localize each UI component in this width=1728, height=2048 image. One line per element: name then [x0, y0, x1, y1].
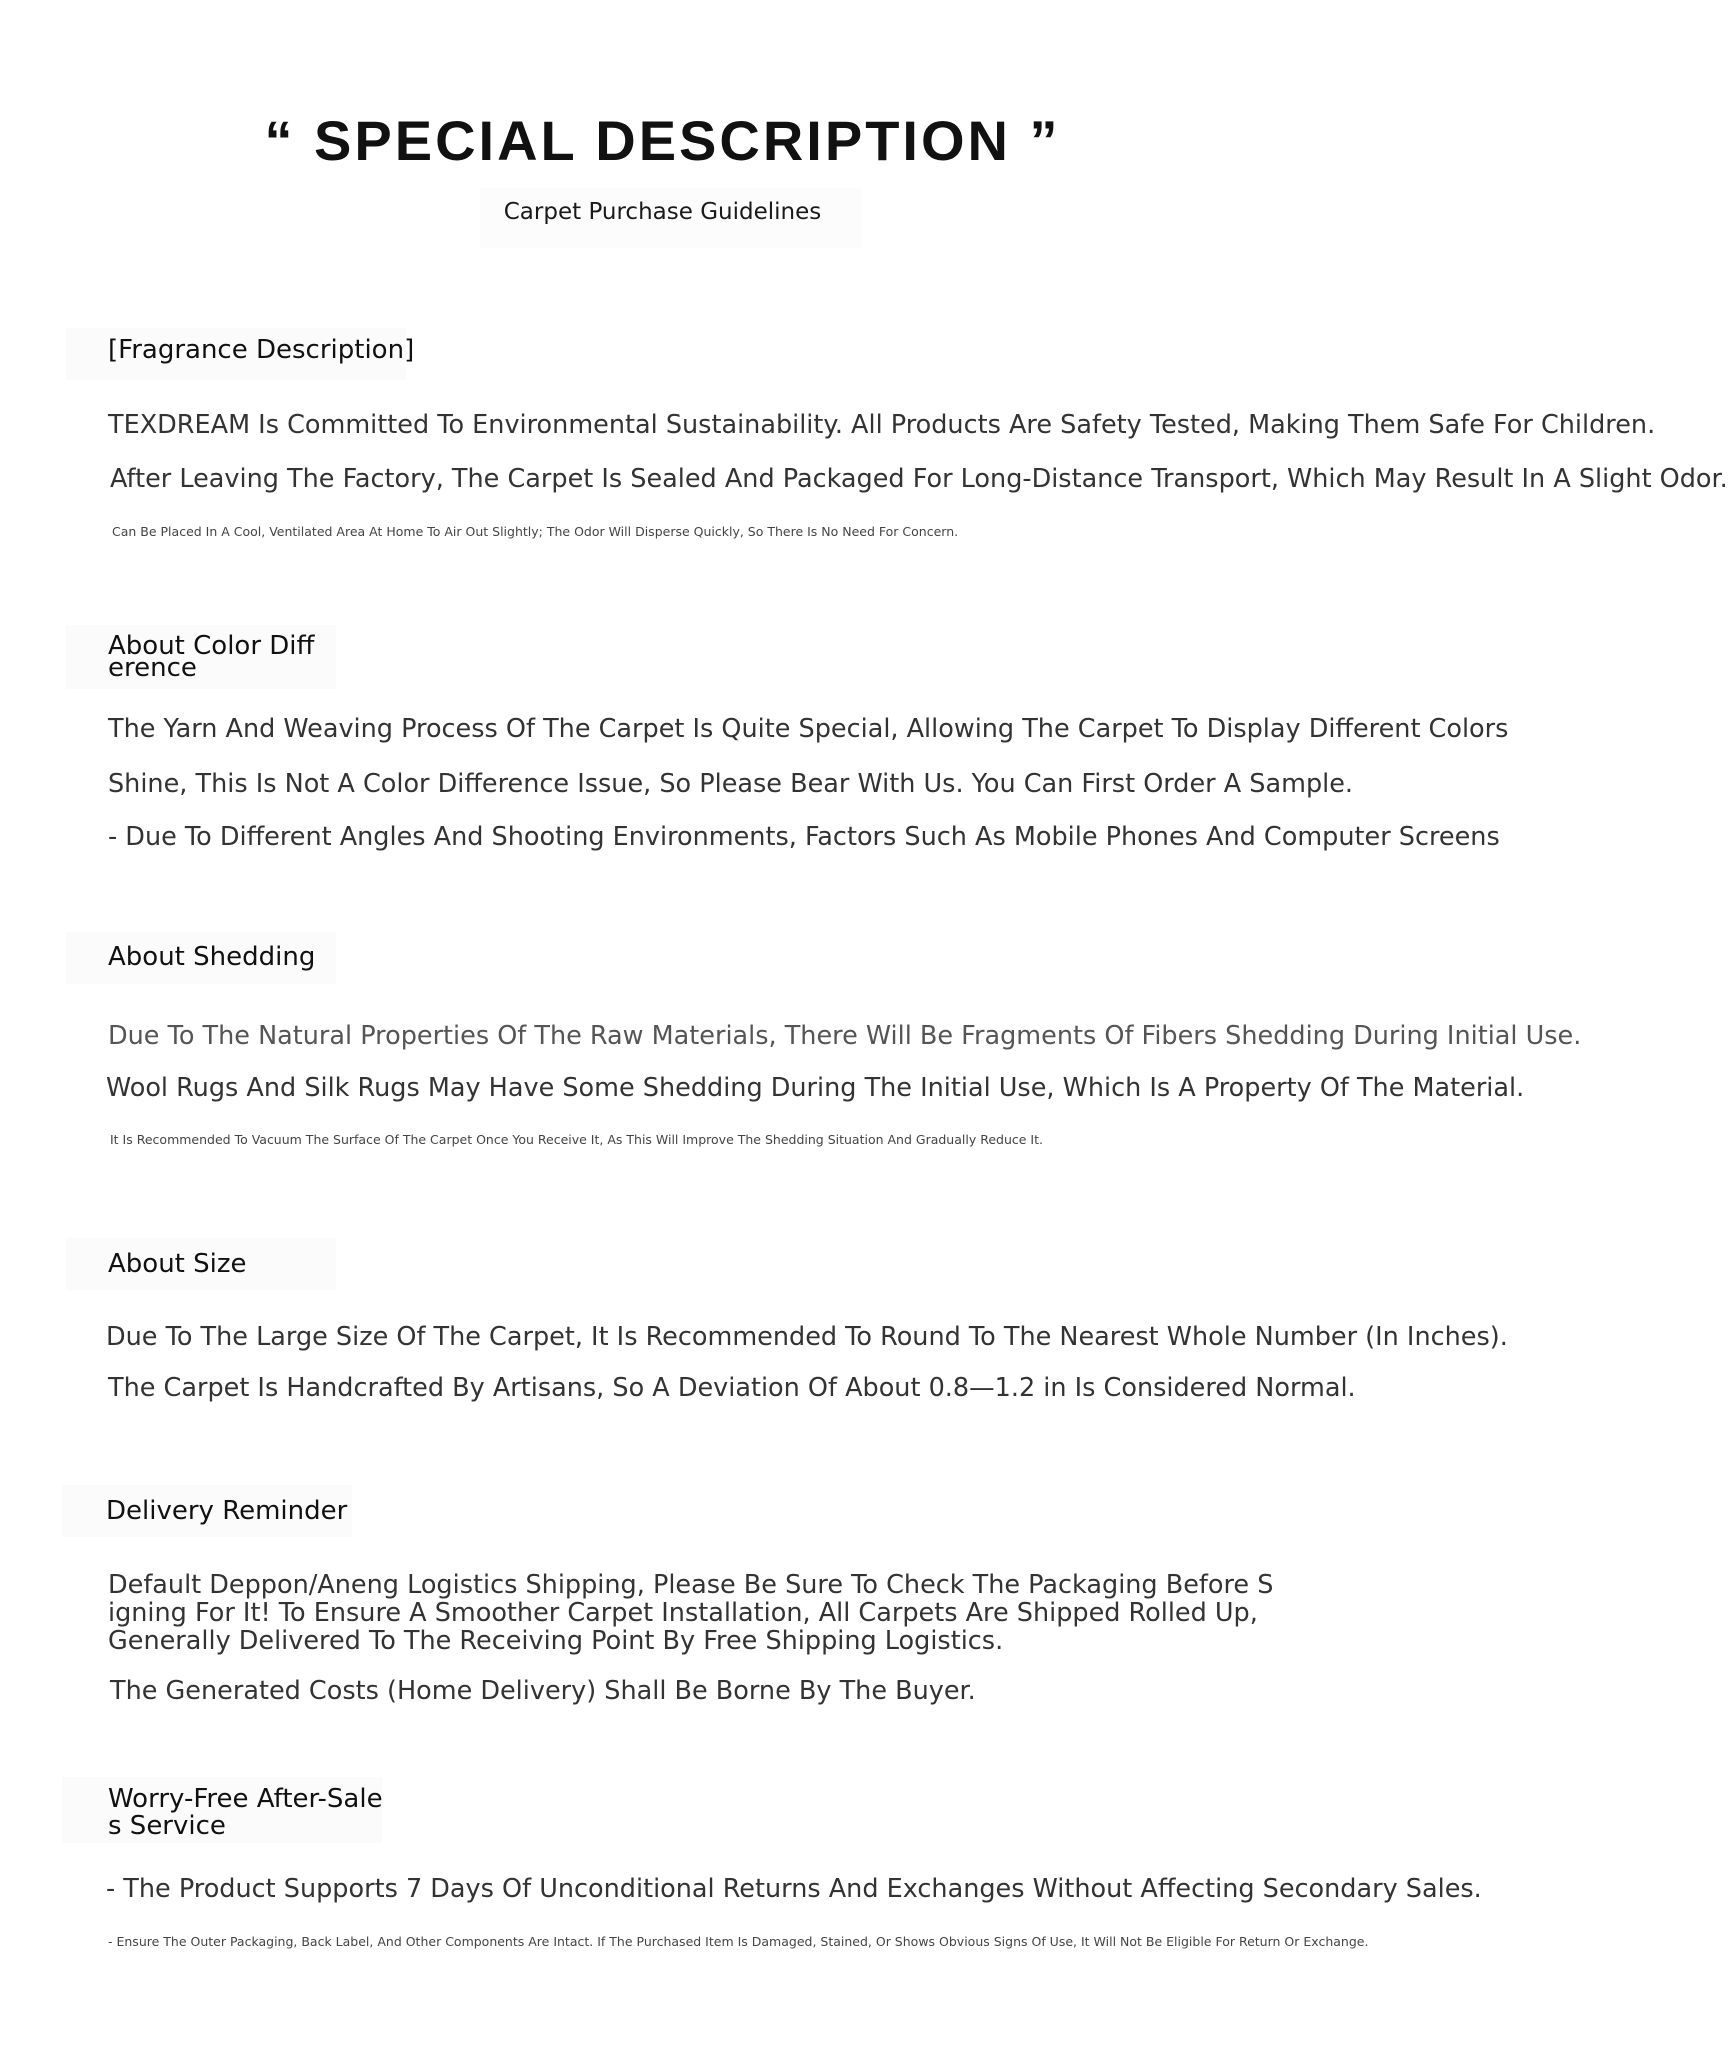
color-heading-line-1: About Color Diff: [108, 631, 315, 661]
page-title: “ SPECIAL DESCRIPTION ”: [264, 109, 1061, 172]
size-line-1: Due To The Large Size Of The Carpet, It Is Recommended To Round To The Nearest Whole Number (In Inches).: [106, 1322, 1508, 1352]
color-heading-line-2: erence: [108, 653, 197, 683]
aftersales-line-1: - The Product Supports 7 Days Of Unconditional Returns And Exchanges Without Affecting Secondary Sales.: [106, 1874, 1482, 1904]
aftersales-note: - Ensure The Outer Packaging, Back Label, And Other Components Are Intact. If The Purchased Item Is Damaged, Stained, Or Shows Obvious Signs Of Use, It Will Not Be Eligible For Return Or Exchange.: [108, 1934, 1369, 1949]
shedding-heading: About Shedding: [108, 942, 316, 972]
aftersales-heading-line-2: s Service: [108, 1811, 226, 1841]
color-line-1: The Yarn And Weaving Process Of The Carpet Is Quite Special, Allowing The Carpet To Display Different Colors: [108, 714, 1509, 744]
fragrance-note: Can Be Placed In A Cool, Ventilated Area At Home To Air Out Slightly; The Odor Will Disperse Quickly, So There Is No Need For Concern.: [112, 524, 959, 539]
delivery-line-1: Default Deppon/Aneng Logistics Shipping, Please Be Sure To Check The Packaging Before S: [108, 1570, 1274, 1600]
page-subtitle: Carpet Purchase Guidelines: [503, 199, 822, 225]
shedding-line-1: Due To The Natural Properties Of The Raw Materials, There Will Be Fragments Of Fibers Shedding During Initial Use.: [108, 1021, 1582, 1051]
size-line-2: The Carpet Is Handcrafted By Artisans, So A Deviation Of About 0.8—1.2 in Is Considered Normal.: [108, 1373, 1356, 1403]
shedding-line-2: Wool Rugs And Silk Rugs May Have Some Shedding During The Initial Use, Which Is A Property Of The Material.: [106, 1073, 1525, 1103]
fragrance-heading: [Fragrance Description]: [108, 335, 415, 365]
delivery-heading: Delivery Reminder: [106, 1496, 348, 1526]
fragrance-line-1: TEXDREAM Is Committed To Environmental Sustainability. All Products Are Safety Tested, Making Them Safe For Children.: [108, 410, 1656, 440]
shedding-note: It Is Recommended To Vacuum The Surface Of The Carpet Once You Receive It, As This Will Improve The Shedding Situation And Gradually Reduce It.: [110, 1132, 1043, 1147]
color-line-3: - Due To Different Angles And Shooting Environments, Factors Such As Mobile Phones And Computer Screens: [108, 822, 1500, 852]
delivery-line-4: The Generated Costs (Home Delivery) Shall Be Borne By The Buyer.: [110, 1676, 976, 1706]
delivery-line-3: Generally Delivered To The Receiving Point By Free Shipping Logistics.: [108, 1626, 1004, 1656]
aftersales-heading-line-1: Worry-Free After-Sale: [108, 1784, 383, 1814]
fragrance-line-2: After Leaving The Factory, The Carpet Is Sealed And Packaged For Long-Distance Transport, Which May Result In A Slight Odor.: [110, 464, 1728, 494]
color-line-2: Shine, This Is Not A Color Difference Issue, So Please Bear With Us. You Can First Order A Sample.: [108, 769, 1354, 799]
size-heading: About Size: [108, 1249, 247, 1279]
delivery-line-2: igning For It! To Ensure A Smoother Carpet Installation, All Carpets Are Shipped Rolled Up,: [108, 1598, 1258, 1628]
